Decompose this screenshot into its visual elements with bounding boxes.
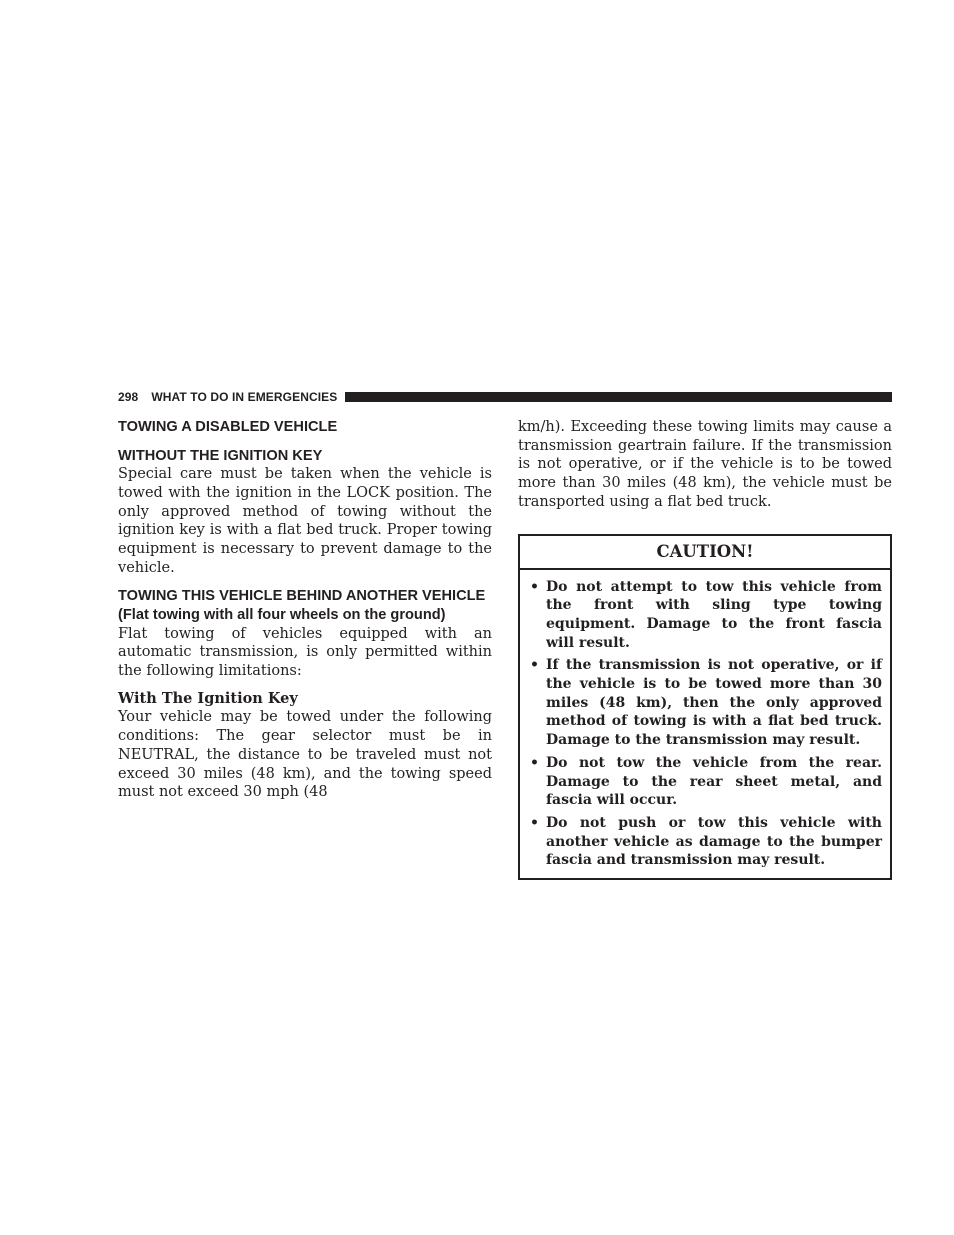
header-rule xyxy=(345,392,892,402)
bullet-icon: • xyxy=(530,657,539,674)
subheading-with-ignition-key: With The Ignition Key xyxy=(118,689,298,707)
heading-towing-disabled-vehicle: TOWING A DISABLED VEHICLE xyxy=(118,419,338,435)
paragraph-with-key: Your vehicle may be towed under the following conditions: The gear selector must be in NEUTRAL, the distance to be traveled must not exceed 30 miles (48 km), and the towing speed must not exceed 30 mph (48 xyxy=(118,709,492,801)
bullet-icon: • xyxy=(530,578,539,595)
caution-item xyxy=(528,814,882,870)
heading-without-ignition-key: WITHOUT THE IGNITION KEY xyxy=(118,447,323,464)
page-header xyxy=(118,389,892,405)
heading-flat-towing: TOWING THIS VEHICLE BEHIND ANOTHER VEHICLE (Flat towing with all four wheels on the ground) xyxy=(118,588,486,623)
section-title: WHAT TO DO IN EMERGENCIES xyxy=(151,390,338,404)
paragraph-without-key: Special care must be taken when the vehicle is towed with the ignition in the LOCK position. The only approved method of towing without the ignition key is with a flat bed truck. Proper towing equipment is necessary to prevent damage to the vehicle. xyxy=(118,466,492,576)
paragraph-flat-towing: Flat towing of vehicles equipped with an automatic transmission, is only permitted within the following limitations: xyxy=(118,625,492,679)
caution-item-text: Do not attempt to tow this vehicle from the front with sling type towing equipment. Damage to the front fascia will result. xyxy=(546,578,882,651)
paragraph-continued: km/h). Exceeding these towing limits may cause a transmission geartrain failure. If the transmission is not operative, or if the vehicle is to be towed more than 30 miles (48 km), the vehicle must be transported using a flat bed truck. xyxy=(518,419,892,510)
caution-item xyxy=(528,656,882,750)
caution-title: CAUTION! xyxy=(520,536,890,570)
caution-item xyxy=(528,754,882,810)
left-column xyxy=(118,418,492,802)
page-number: 298 xyxy=(118,390,139,404)
bullet-icon: • xyxy=(530,754,539,771)
caution-list xyxy=(520,570,890,879)
caution-box xyxy=(518,534,892,881)
caution-item-text: Do not tow the vehicle from the rear. Damage to the rear sheet metal, and fascia will occur. xyxy=(546,754,882,809)
caution-item xyxy=(528,578,882,653)
right-column xyxy=(518,418,892,880)
caution-item-text: If the transmission is not operative, or if the vehicle is to be towed more than 30 miles (48 km), then the only approved method of towing is with a flat bed truck. Damage to the transmission may result. xyxy=(546,657,882,749)
caution-item-text: Do not push or tow this vehicle with another vehicle as damage to the bumper fascia and transmission may result. xyxy=(546,814,882,869)
bullet-icon: • xyxy=(530,814,539,831)
